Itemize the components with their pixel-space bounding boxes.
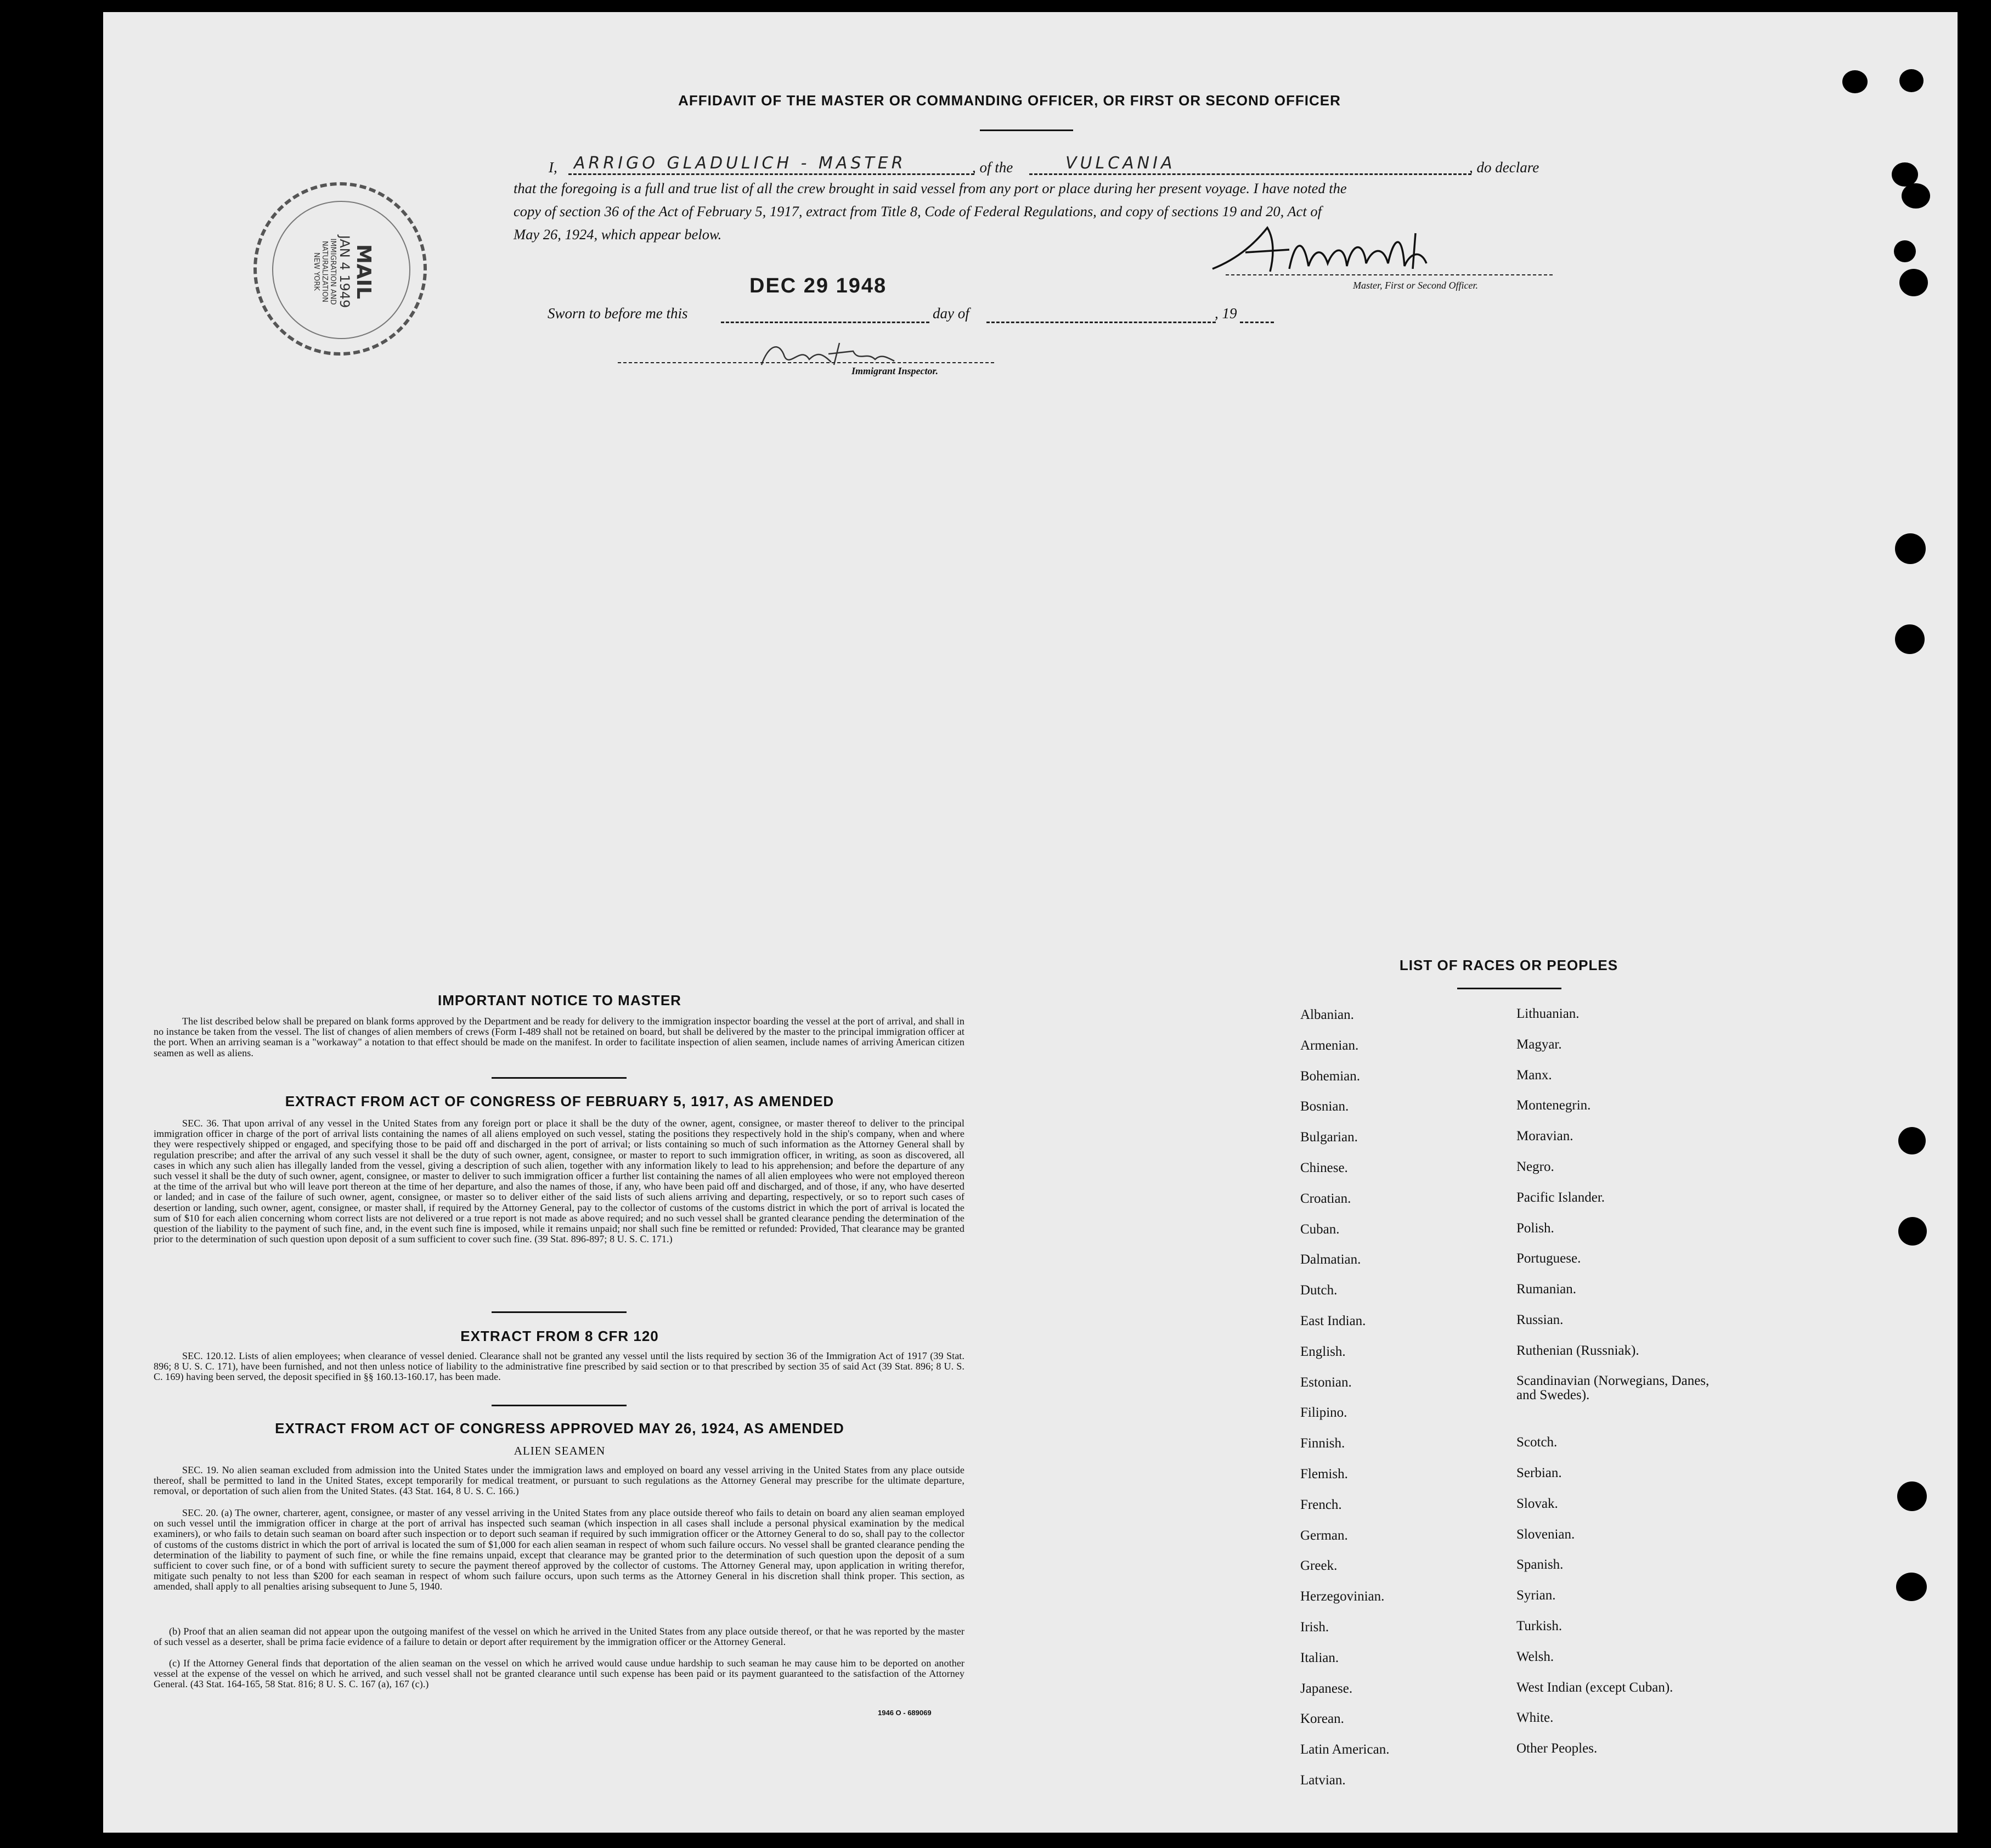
section-divider <box>492 1077 627 1079</box>
date-stamp: DEC 29 1948 <box>749 274 887 297</box>
extract-1924-title: EXTRACT FROM ACT OF CONGRESS APPROVED MAY 26, 1924, AS AMENDED <box>275 1420 844 1436</box>
day-of-label: day of <box>933 305 969 322</box>
race-item: Armenian. <box>1300 1038 1359 1053</box>
master-signature <box>1207 219 1459 280</box>
race-item: Moravian. <box>1516 1129 1573 1144</box>
race-item: Japanese. <box>1300 1681 1353 1696</box>
race-item: Dutch. <box>1300 1283 1338 1298</box>
race-item: French. <box>1300 1497 1342 1512</box>
race-item: Cuban. <box>1300 1221 1340 1237</box>
race-item: Bosnian. <box>1300 1099 1349 1114</box>
extract-cfr-title: EXTRACT FROM 8 CFR 120 <box>460 1328 659 1344</box>
race-item: Scandinavian (Norwegians, Danes, and Swedes). <box>1516 1373 1710 1402</box>
race-item: Portuguese. <box>1516 1251 1581 1266</box>
extract-1917-text: SEC. 36. That upon arrival of any vessel in the United States from any foreign port or place it shall be the duty of the owner, agent, consignee, or master thereof to deliver to the principal immigration officer in charge of the port of arrival lists containing the names of all aliens employed on such vessel, stating the positions they respectively hold in the ship's company, when and where they were respectively shipped or engaged, and specifying those to be paid off and discharged in the port of arrival; or lists containing so much of such information as the Attorney General shall by regulation prescribe; and after the arrival of any such vessel it shall be the duty of such owner, agent, consignee, or master to report to such immigration officer, in writing, as soon as discovered, all cases in which any such alien has illegally landed from the vessel, giving a description of such alien, together with any information likely to lead to his apprehension; and before the departure of any such vessel it shall be the duty of such owner, agent, consignee, or master to deliver to such immigration officer a further list containing the names of all alien employees who were not employed thereon at the time of the arrival but who will leave port thereon at the time of her departure, and also the names of those, if any, who have been paid off and discharged, and of those, if any, who have deserted or landed; and in case of the failure of such owner, agent, consignee, or master so to deliver either of the said lists of such aliens arriving and departing, respectively, or so to report such cases of desertion or landing, such owner, agent, consignee, or master shall, if required by the Attorney General, pay to the collector of customs of the customs district in which the port of arrival is located the sum of $10 for each alien concerning whom correct lists are not delivered or a true report is not made as above required; and no such vessel shall be granted clearance pending the determination of the question of the liability to the payment of such fine, and, in the event such fine is imposed, while it remains unpaid; nor shall such fine be remitted or refunded: Provided, That clearance may be granted prior to the determination of such question upon deposit of a sum sufficient to cover such fine. (39 Stat. 896-897; 8 U. S. C. 171.) <box>154 1118 965 1245</box>
race-item: Korean. <box>1300 1711 1344 1727</box>
race-item: Serbian. <box>1516 1466 1562 1480</box>
binder-hole <box>1895 624 1925 654</box>
race-item: Latin American. <box>1300 1742 1390 1757</box>
race-item: Herzegovinian. <box>1300 1589 1385 1604</box>
mail-stamp <box>253 182 427 356</box>
stamp-line: MAIL <box>352 244 375 300</box>
affidavit-line-4: May 26, 1924, which appear below. <box>514 226 722 243</box>
stamp-line: JAN 4 1949 <box>337 235 352 308</box>
race-item: Montenegrin. <box>1516 1098 1591 1113</box>
sworn-month-line <box>986 322 1216 323</box>
race-item: Rumanian. <box>1516 1282 1577 1297</box>
binder-hole <box>1899 69 1924 92</box>
notice-title: IMPORTANT NOTICE TO MASTER <box>438 992 681 1008</box>
races-title: LIST OF RACES OR PEOPLES <box>1399 957 1618 973</box>
inspector-line <box>618 362 994 363</box>
race-item: Bohemian. <box>1300 1068 1361 1084</box>
race-item: Other Peoples. <box>1516 1741 1598 1756</box>
race-item: Welsh. <box>1516 1649 1554 1664</box>
race-item: Syrian. <box>1516 1588 1556 1603</box>
vessel-name: VULCANIA <box>1065 154 1176 173</box>
race-item: West Indian (except Cuban). <box>1516 1680 1673 1695</box>
stamp-line: NATURALIZATION <box>320 240 329 303</box>
signature-line <box>1226 274 1553 275</box>
title-underline <box>980 129 1073 131</box>
binder-hole <box>1894 240 1916 262</box>
race-item: Filipino. <box>1300 1405 1347 1421</box>
race-item: Estonian. <box>1300 1374 1352 1390</box>
extract-1924-subtitle: ALIEN SEAMEN <box>514 1444 606 1457</box>
race-item: Flemish. <box>1300 1467 1348 1481</box>
year-label: , 19 <box>1215 305 1237 322</box>
sec-19-text: SEC. 19. No alien seaman excluded from admission into the United States under the immigration laws and employed on board any vessel arriving in the United States from any place outside thereof, shall be permitted to land in the United States, except temporarily for medical treatment, or pursuant to such regulations as the Attorney General may prescribe for the ultimate departure, removal, or deportation of such alien from the United States. (43 Stat. 164, 8 U. S. C. 166.) <box>154 1464 965 1497</box>
sec-20a-text: SEC. 20. (a) The owner, charterer, agent, consignee, or master of any vessel arriving in the United States from any place outside thereof who fails to detain on board any alien seaman employed on such vessel until the immigration officer in charge at the port of arrival has inspected such seaman (which inspection in all cases shall include a personal physical examination by the medical examiners), or who fails to detain such seaman on board after such inspection or to deport such seaman if required by such immigration officer or the Attorney General to do so, shall pay to the collector of customs of the customs district in which the port of arrival is located the sum of $1,000 for each alien seaman in respect of whom such failure occurs. No vessel shall be granted clearance pending the determination of the liability to payment of such fine, or while the fine remains unpaid, except that clearance may be granted prior to the determination of such question upon the deposit of a sum sufficient to cover such fine, or of a bond with sufficient surety to secure the payment thereof approved by the collector of customs. The Attorney General may, upon application in writing therefor, mitigate such penalty to not less than $200 for each seaman in respect of whom such failure occurs, upon such terms as the Attorney General in his discretion shall think proper. This section, as amended, shall apply to all penalties arising subsequent to June 5, 1940. <box>154 1507 965 1592</box>
race-item: Chinese. <box>1300 1160 1348 1175</box>
notice-text: The list described below shall be prepared on blank forms approved by the Department and be ready for delivery to the immigration inspector boarding the vessel at the port of arrival, and shall in no instance be taken from the vessel. The list of changes of alien members of crews (Form I-489 shall not be retained on board, but shall be delivered by the master to the principal immigration officer at the port. When an arriving seaman is a "workaway" a notation to that effect should be made on the manifest. In order to facilitate inspection of alien seamen, include names of arriving American citizen seamen as well as aliens. <box>154 1016 965 1058</box>
race-item: Scotch. <box>1516 1435 1558 1450</box>
race-item: White. <box>1516 1710 1554 1726</box>
race-item: Lithuanian. <box>1516 1006 1580 1021</box>
race-item: Pacific Islander. <box>1516 1190 1605 1205</box>
race-item: Slovak. <box>1516 1496 1558 1511</box>
stamp-line: IMMIGRATION AND <box>329 238 337 305</box>
race-item: Albanian. <box>1300 1007 1354 1022</box>
vessel-name-line <box>1029 173 1471 175</box>
race-item: Russian. <box>1516 1312 1564 1327</box>
binder-hole <box>1896 1573 1927 1601</box>
race-item: Finnish. <box>1300 1436 1345 1451</box>
race-item: Latvian. <box>1300 1773 1346 1788</box>
binder-hole <box>1842 70 1868 93</box>
sworn-year-line <box>1240 322 1274 323</box>
master-name: ARRIGO GLADULICH - MASTER <box>574 154 906 173</box>
print-code: 1946 O - 689069 <box>878 1709 932 1717</box>
race-item: Croatian. <box>1300 1191 1351 1206</box>
race-item: Ruthenian (Russniak). <box>1516 1343 1639 1358</box>
mail-stamp-text <box>312 206 375 337</box>
signature-label: Master, First or Second Officer. <box>1353 280 1478 291</box>
sec-20c-text: (c) If the Attorney General finds that deportation of the alien seaman on the vessel on which he arrived would cause undue hardship to such seaman he may cause him to be deported on another vessel at the expense of the vessel on which he arrived, and such vessel shall not be granted clearance until such expense has been paid or its payment guaranteed to the satisfaction of the Attorney General. (43 Stat. 164-165, 58 Stat. 816; 8 U. S. C. 167 (a), 167 (c).) <box>154 1658 965 1690</box>
race-item: Manx. <box>1516 1067 1552 1083</box>
binder-hole <box>1898 1127 1926 1154</box>
master-name-line <box>568 173 974 175</box>
stamp-line: NEW YORK <box>312 252 320 291</box>
race-item: German. <box>1300 1528 1348 1543</box>
binder-hole <box>1897 1481 1927 1511</box>
race-item: Turkish. <box>1516 1619 1563 1633</box>
race-item: Greek. <box>1300 1558 1338 1574</box>
of-the-label: , of the <box>972 159 1013 176</box>
do-declare-label: , do declare <box>1469 159 1539 176</box>
race-item: Magyar. <box>1516 1036 1562 1052</box>
binder-hole <box>1895 533 1926 564</box>
inspector-label: Immigrant Inspector. <box>851 365 939 376</box>
race-item: Dalmatian. <box>1300 1252 1361 1267</box>
binder-hole <box>1899 269 1928 296</box>
affidavit-title: AFFIDAVIT OF THE MASTER OR COMMANDING OFFICER, OR FIRST OR SECOND OFFICER <box>678 92 1341 109</box>
sworn-day-line <box>721 322 929 323</box>
binder-hole <box>1898 1217 1927 1246</box>
race-item: Slovenian. <box>1516 1526 1575 1542</box>
affidavit-line-3: copy of section 36 of the Act of February 5, 1917, extract from Title 8, Code of Federal Regulations, and copy of sections 19 and 20, Act of <box>514 203 1322 219</box>
race-item: East Indian. <box>1300 1314 1366 1328</box>
race-item: English. <box>1300 1344 1346 1359</box>
extract-cfr-text: SEC. 120.12. Lists of alien employees; when clearance of vessel denied. Clearance shall not be granted any vessel until the lists required by section 36 of the Immigration Act of 1917 (39 Stat. 896; 8 U. S. C. 171), have been furnished, and not then unless notice of liability to the administrative fine prescribed by said section or to that prescribed by section 35 of said Act (39 Stat. 896; 8 U. S. C. 169) having been served, the deposit specified in §§ 160.13-160.17, has been made. <box>154 1350 965 1383</box>
races-title-underline <box>1457 988 1561 989</box>
section-divider <box>492 1405 627 1406</box>
race-item: Irish. <box>1300 1620 1329 1635</box>
race-item: Polish. <box>1516 1220 1554 1236</box>
binder-hole <box>1902 183 1930 209</box>
sworn-label: Sworn to before me this <box>548 305 688 322</box>
section-divider <box>492 1311 627 1313</box>
race-item: Bulgarian. <box>1300 1130 1358 1145</box>
sec-20b-text: (b) Proof that an alien seaman did not appear upon the outgoing manifest of the vessel on which he arrived in the United States from any place outside thereof, or that he was reported by the master of such vessel as a deserter, shall be prima facie evidence of a failure to detain or deport after requirement by the immigration officer or the Attorney General. <box>154 1626 965 1648</box>
extract-1917-title: EXTRACT FROM ACT OF CONGRESS OF FEBRUARY 5, 1917, AS AMENDED <box>285 1093 834 1109</box>
affidavit-line-2: that the foregoing is a full and true list of all the crew brought in said vessel from any port or place during her present voyage. I have noted the <box>514 180 1347 196</box>
affidavit-lead: I, <box>549 159 557 176</box>
race-item: Spanish. <box>1516 1557 1564 1573</box>
race-item: Negro. <box>1516 1159 1554 1174</box>
race-item: Italian. <box>1300 1650 1339 1665</box>
